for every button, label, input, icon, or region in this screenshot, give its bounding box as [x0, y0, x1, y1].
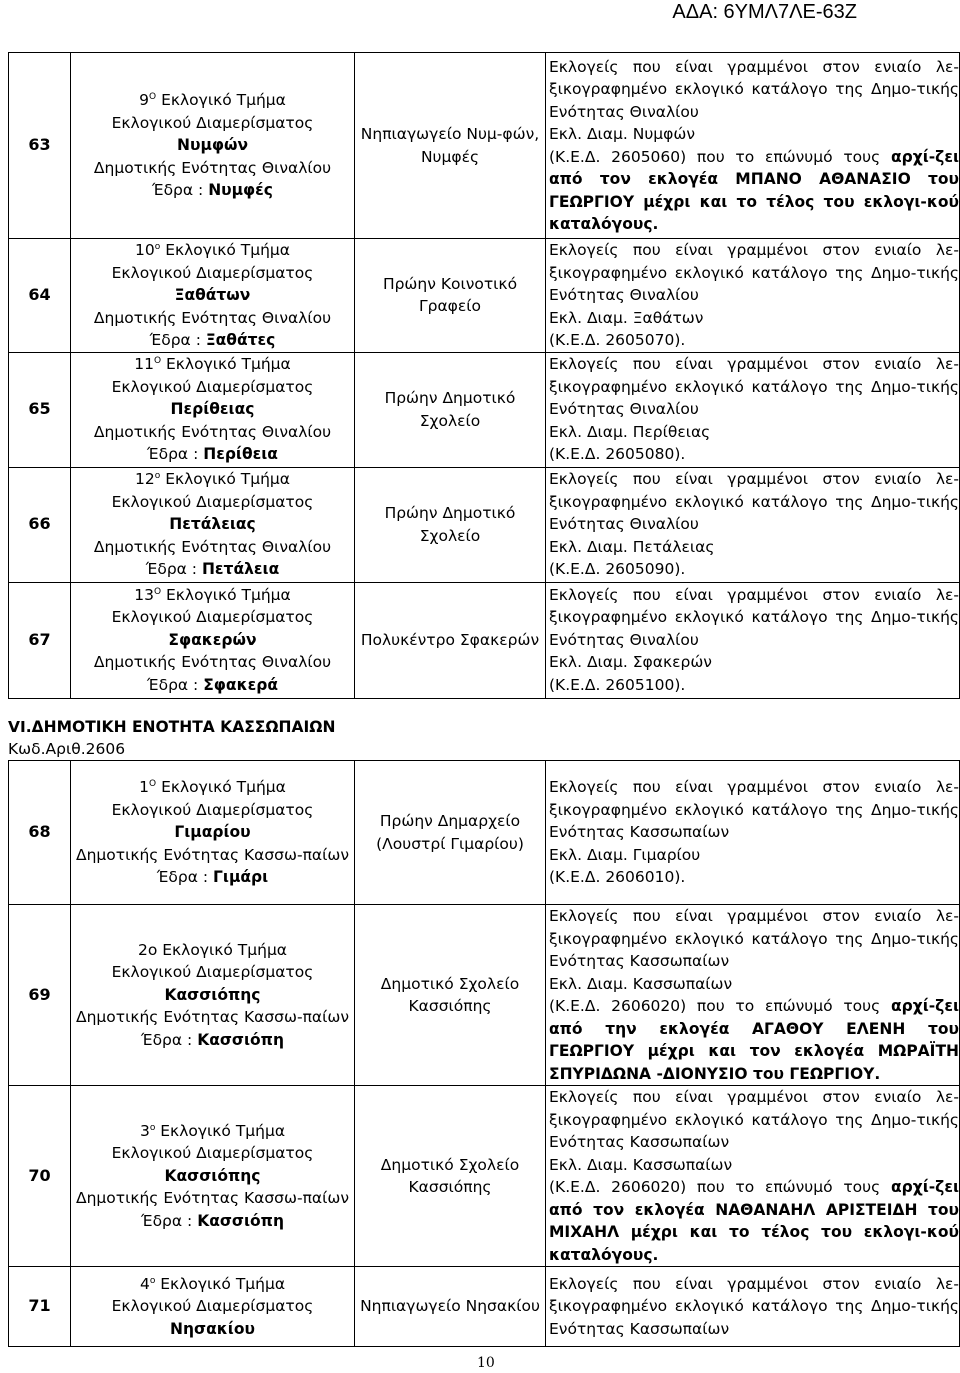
district-name: Σφακερών: [168, 630, 257, 649]
section-ordinal-line: [71, 584, 354, 607]
voters-cell: [546, 1267, 960, 1347]
ordinal-sup: ο: [154, 471, 161, 482]
district-name: Νησακίου: [170, 1319, 255, 1338]
ordinal-sup: ο: [154, 241, 161, 252]
edra-label: Έδρα :: [147, 675, 204, 694]
edra-value: Πετάλεια: [201, 560, 280, 579]
section-cell: [71, 352, 355, 467]
ordinal: 3: [139, 1121, 150, 1140]
location-cell: Νηπιαγωγείο Νησακίου: [355, 1267, 546, 1347]
ordinal: 12: [135, 470, 155, 489]
diam-label: Εκλογικού Διαμερίσματος: [111, 963, 314, 982]
edra-line: [71, 674, 354, 697]
table-row: [9, 53, 960, 239]
edra-value: Ξαθάτες: [205, 331, 276, 349]
voters-cell: [546, 352, 960, 467]
edra-label: Έδρα :: [145, 560, 202, 579]
voters-code: (Κ.Ε.Δ. 2606010).: [549, 868, 686, 887]
diam-label: Εκλογικού Διαμερίσματος: [111, 1297, 314, 1316]
ordinal-sup: Ο: [149, 779, 157, 790]
edra-line: [71, 329, 354, 352]
row-number: 64: [9, 239, 71, 353]
voters-code: (Κ.Ε.Δ. 2605100).: [549, 675, 686, 694]
district-name: Κασσιόπης: [164, 985, 261, 1004]
voters-text: Εκλογείς που είναι γραμμένοι στον ενιαίο λε-ξικογραφημένο εκλογικό κατάλογο της Δημο-τικής Ενότητας Θιναλίου: [549, 57, 959, 121]
ordinal-sup: ο: [149, 1275, 156, 1286]
edra-line: [71, 179, 354, 202]
voters-text: Εκλογείς που είναι γραμμένοι στον ενιαίο λε-ξικογραφημένο εκλογικό κατάλογο της Δημο-τικής Ενότητας Θιναλίου: [549, 241, 959, 304]
row-number: 67: [9, 582, 71, 698]
ordinal: 1: [139, 778, 150, 797]
table-row: [9, 467, 960, 582]
voters-text: Εκλογείς που είναι γραμμένοι στον ενιαίο λε-ξικογραφημένο εκλογικό κατάλογο της Δημο-τικής Ενότητας Κασσωπαίων: [549, 1088, 959, 1151]
edra-value: Κασσιόπη: [197, 1211, 284, 1230]
voters-text: Εκλογείς που είναι γραμμένοι στον ενιαίο λε-ξικογραφημένο εκλογικό κατάλογο της Δημο-τικής Ενότητας Θιναλίου: [549, 585, 959, 649]
section-ordinal-line: [71, 239, 354, 262]
edra-line: [71, 1029, 354, 1052]
polling-table-kassopaion: [8, 760, 960, 1347]
diam-label: Εκλογικού Διαμερίσματος: [111, 800, 314, 819]
section-ordinal-line: [71, 353, 354, 376]
diam-label: Εκλογικού Διαμερίσματος: [111, 492, 314, 511]
voters-district: Εκλ. Διαμ. Σφακερών: [549, 653, 712, 672]
table-row: [9, 1086, 960, 1267]
diam-label: Εκλογικού Διαμερίσματος: [111, 1144, 314, 1163]
voters-district: Εκλ. Διαμ. Ξαθάτων: [549, 308, 704, 327]
edra-line: [71, 866, 354, 889]
ordinal-sup: Ο: [149, 92, 157, 103]
enotita-label: Δημοτικής Ενότητας Κασσω-παίων: [75, 845, 350, 864]
voters-range: αρχί-ζει από τον εκλογέα ΝΑΘΑΝΑΗΛ ΑΡΙΣΤΕΙΔΗ του ΜΙΧΑΗΛ μέχρι και το τέλος του εκλογι-κού καταλόγους.: [549, 1178, 959, 1264]
section-cell: [71, 239, 355, 353]
edra-value: Περίθεια: [203, 445, 278, 464]
edra-value: Κασσιόπη: [197, 1030, 284, 1049]
section-cell: [71, 582, 355, 698]
row-number: 69: [9, 905, 71, 1086]
voters-range: αρχί-ζει από την εκλογέα ΑΓΑΘΟΥ ΕΛΕΝΗ του ΓΕΩΡΓΙΟΥ μέχρι και τον εκλογέα ΜΩΡΑΪΤΗ ΣΠΥΡΙΔΩΝΑ -ΔΙΟΝΥΣΙΟ του ΓΕΩΡΓΙΟΥ.: [549, 997, 959, 1083]
diam-label: Εκλογικού Διαμερίσματος: [111, 608, 314, 627]
voters-district: Εκλ. Διαμ. Περίθειας: [549, 422, 711, 441]
section-ordinal-line: [71, 89, 354, 112]
section-ordinal-line: [71, 1120, 354, 1143]
enotita-label: Δημοτικής Ενότητας Θιναλίου: [93, 537, 332, 556]
section-cell: [71, 467, 355, 582]
ordinal: 2ο: [137, 940, 158, 959]
row-number: 65: [9, 352, 71, 467]
edra-line: [71, 443, 354, 466]
voters-text: Εκλογείς που είναι γραμμένοι στον ενιαίο λε-ξικογραφημένο εκλογικό κατάλογο της Δημο-τικής Ενότητας Θιναλίου: [549, 470, 959, 534]
district-name: Κασσιόπης: [164, 1166, 261, 1185]
tmima-label: Εκλογικό Τμήμα: [161, 91, 286, 110]
voters-code: (Κ.Ε.Δ. 2606020) που το επώνυμό τους: [549, 1178, 891, 1196]
section-ordinal-line: [71, 1273, 354, 1296]
section-cell: [71, 905, 355, 1086]
ordinal: 13: [134, 585, 154, 604]
section-cell: [71, 53, 355, 239]
edra-label: Έδρα :: [152, 181, 209, 200]
location-cell: Πρώην Δημοτικό Σχολείο: [355, 352, 546, 467]
edra-label: Έδρα :: [149, 331, 206, 349]
section-ordinal-line: [71, 776, 354, 799]
voters-code: (Κ.Ε.Δ. 2605060) που το επώνυμό τους: [549, 147, 891, 166]
location-cell: Πολυκέντρο Σφακερών: [355, 582, 546, 698]
voters-district: Εκλ. Διαμ. Πετάλειας: [549, 537, 715, 556]
ada-code: ΑΔΑ: 6ΥΜΛ7ΛΕ-63Ζ: [672, 1, 857, 23]
row-number: 68: [9, 761, 71, 905]
voters-cell: [546, 1086, 960, 1267]
voters-range: αρχί-ζει από τον εκλογέα ΜΠΑΝΟ ΑΘΑΝΑΣΙΟ του ΓΕΩΡΓΙΟΥ μέχρι και το τέλος του εκλογι-κού καταλόγους.: [549, 147, 959, 233]
voters-district: Εκλ. Διαμ. Νυμφών: [549, 125, 696, 143]
district-name: Ξαθάτων: [174, 286, 251, 304]
ordinal: 4: [139, 1274, 150, 1293]
diam-label: Εκλογικού Διαμερίσματος: [111, 263, 314, 282]
tmima-label: Εκλογικό Τμήμα: [161, 778, 286, 797]
tmima-label: Εκλογικό Τμήμα: [165, 241, 290, 259]
edra-label: Έδρα :: [141, 1211, 198, 1230]
district-name: Γιμαρίου: [174, 823, 251, 842]
enotita-label: Δημοτικής Ενότητας Κασσω-παίων: [75, 1008, 350, 1027]
voters-district: Εκλ. Διαμ. Γιμαρίου: [549, 845, 701, 864]
ordinal: 9: [139, 91, 150, 110]
voters-cell: [546, 53, 960, 239]
tmima-label: Εκλογικό Τμήμα: [160, 1274, 286, 1293]
tmima-label: Εκλογικό Τμήμα: [165, 355, 291, 374]
voters-code: (Κ.Ε.Δ. 2605070).: [549, 331, 686, 349]
enotita-label: Δημοτικής Ενότητας Θιναλίου: [93, 653, 332, 672]
section-cell: [71, 1086, 355, 1267]
table-row: [9, 582, 960, 698]
edra-line: [71, 1210, 354, 1233]
tmima-label: Εκλογικό Τμήμα: [165, 585, 291, 604]
voters-cell: [546, 582, 960, 698]
edra-label: Έδρα :: [147, 445, 204, 464]
location-cell: Νηπιαγωγείο Νυμ-φών, Νυμφές: [355, 53, 546, 239]
district-name: Περίθειας: [170, 400, 255, 419]
tmima-label: Εκλογικό Τμήμα: [162, 940, 288, 959]
enotita-label: Δημοτικής Ενότητας Θιναλίου: [93, 158, 332, 177]
edra-value: Γιμάρι: [213, 868, 269, 887]
voters-code: (Κ.Ε.Δ. 2605090).: [549, 560, 686, 579]
row-number: 71: [9, 1267, 71, 1347]
tmima-label: Εκλογικό Τμήμα: [160, 1121, 286, 1140]
section-cell: [71, 761, 355, 905]
district-name: Πετάλειας: [169, 515, 256, 534]
enotita-label: Δημοτικής Ενότητας Θιναλίου: [93, 422, 332, 441]
section-header: [8, 716, 335, 760]
diam-label: Εκλογικού Διαμερίσματος: [111, 113, 314, 132]
voters-code: (Κ.Ε.Δ. 2605080).: [549, 445, 686, 464]
edra-value: Σφακερά: [203, 675, 278, 694]
table-row: [9, 352, 960, 467]
voters-district: Εκλ. Διαμ. Κασσωπαίων: [549, 974, 733, 993]
voters-cell: [546, 905, 960, 1086]
enotita-label: Δημοτικής Ενότητας Θιναλίου: [93, 308, 332, 327]
section-ordinal-line: [71, 939, 354, 962]
voters-cell: [546, 239, 960, 353]
table-row: [9, 239, 960, 353]
row-number: 63: [9, 53, 71, 239]
edra-line: [71, 558, 354, 581]
page-number: 10: [477, 1355, 495, 1371]
table-row: [9, 1267, 960, 1347]
row-number: 70: [9, 1086, 71, 1267]
ordinal-sup: ο: [149, 1122, 156, 1133]
edra-value: Νυμφές: [208, 181, 273, 200]
section-ordinal-line: [71, 468, 354, 491]
ordinal: 11: [134, 355, 154, 374]
edra-label: Έδρα :: [156, 868, 214, 887]
location-cell: Δημοτικό Σχολείο Κασσιόπης: [355, 1086, 546, 1267]
voters-cell: [546, 467, 960, 582]
table-row: [9, 905, 960, 1086]
location-cell: Πρώην Δημοτικό Σχολείο: [355, 467, 546, 582]
location-cell: Πρώην Κοινοτικό Γραφείο: [355, 239, 546, 353]
diam-label: Εκλογικού Διαμερίσματος: [111, 377, 314, 396]
edra-label: Έδρα :: [141, 1030, 198, 1049]
voters-text: Εκλογείς που είναι γραμμένοι στον ενιαίο λε-ξικογραφημένο εκλογικό κατάλογο της Δημο-τικής Ενότητας Θιναλίου: [549, 355, 959, 419]
voters-district: Εκλ. Διαμ. Κασσωπαίων: [549, 1155, 733, 1174]
polling-table-thinaliou: [8, 52, 960, 699]
section-code: Κωδ.Αριθ.2606: [8, 740, 126, 758]
section-title: VI.ΔΗΜΟΤΙΚΗ ΕΝΟΤΗΤΑ ΚΑΣΣΩΠΑΙΩΝ: [8, 718, 336, 736]
district-name: Νυμφών: [177, 136, 248, 155]
voters-text: Εκλογείς που είναι γραμμένοι στον ενιαίο λε-ξικογραφημένο εκλογικό κατάλογο της Δημο-τικής Ενότητας Κασσωπαίων: [549, 778, 959, 842]
table-row: [9, 761, 960, 905]
voters-text: Εκλογείς που είναι γραμμένοι στον ενιαίο λε-ξικογραφημένο εκλογικό κατάλογο της Δημο-τικής Ενότητας Κασσωπαίων: [549, 907, 959, 970]
voters-text: Εκλογείς που είναι γραμμένοι στον ενιαίο λε-ξικογραφημένο εκλογικό κατάλογο της Δημο-τικής Ενότητας Κασσωπαίων: [549, 1274, 959, 1338]
voters-cell: [546, 761, 960, 905]
section-cell: [71, 1267, 355, 1347]
location-cell: Δημοτικό Σχολείο Κασσιόπης: [355, 905, 546, 1086]
enotita-label: Δημοτικής Ενότητας Κασσω-παίων: [75, 1189, 350, 1208]
voters-code: (Κ.Ε.Δ. 2606020) που το επώνυμό τους: [549, 997, 891, 1015]
ordinal: 10: [135, 241, 155, 259]
ordinal-sup: Ο: [153, 586, 162, 597]
location-cell: Πρώην Δημαρχείο (Λουστρί Γιμαρίου): [355, 761, 546, 905]
ordinal-sup: Ο: [153, 356, 162, 367]
row-number: 66: [9, 467, 71, 582]
tmima-label: Εκλογικό Τμήμα: [165, 470, 290, 489]
